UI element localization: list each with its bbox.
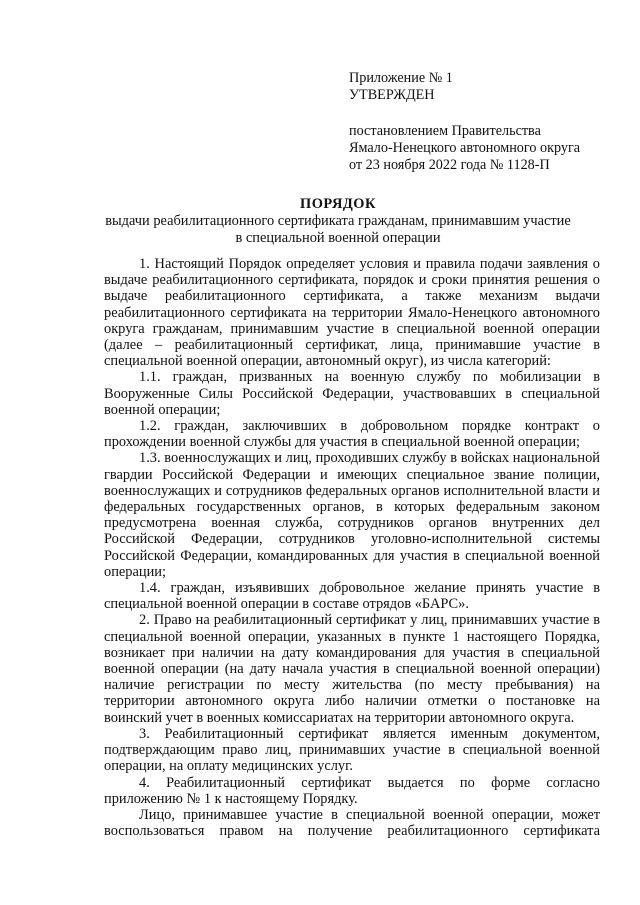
approved-label: УТВЕРЖДЕН <box>349 87 435 103</box>
title-subtitle-line1: выдачи реабилитационного сертификата гражданам, принимавшим участие <box>105 213 571 229</box>
title-main: ПОРЯДОК <box>300 196 376 212</box>
approval-government: Ямало-Ненецкого автономного округа <box>349 140 581 156</box>
paragraph-3: 3. Реабилитационный сертификат является именным документом, подтверждающим право лиц, принимавших участие в специальной военной операции, на оплату медицинских услуг. <box>104 725 600 775</box>
approval-resolution: постановлением Правительства <box>349 123 541 139</box>
paragraph-4-continued: Лицо, принимавшее участие в специальной военной операции, может воспользоваться правом на получение реабилитационного сертификата <box>104 806 600 840</box>
paragraph-2: 2. Право на реабилитационный сертификат у лиц, принимавших участие в специальной военной операции, указанных в пункте 1 настоящего Порядка, возникает при наличии на дату командирования для участия в специальной военной операции (на дату начала участия в специальной военной операции) наличие регистрации по месту жительства (по месту пребывания) на территории автономного округа либо наличии отметки о постановке на воинский учет в военных комиссариатах на территории автономного округа. <box>104 612 600 726</box>
paragraph-1-2: 1.2. граждан, заключивших в добровольном порядке контракт о прохождении военной службы для участия в специальной военной операции; <box>104 418 600 451</box>
document-body <box>104 256 600 839</box>
paragraph-4: 4. Реабилитационный сертификат выдается по форме согласно приложению № 1 к настоящему Порядку. <box>104 774 600 807</box>
paragraph-1-4: 1.4. граждан, изъявивших добровольное желание принять участие в специальной военной операции в составе отрядов «БАРС». <box>104 580 600 613</box>
paragraph-1: 1. Настоящий Порядок определяет условия и правила подачи заявления о выдаче реабилитационного сертификата, порядок и сроки принятия решения о выдаче реабилитационного сертификата, а также механизм выдачи реабилитационного сертификата на территории Ямало-Ненецкого автономного округа гражданам, принимавшим участие в специальной военной операции (далее – реабилитационный сертификат, лица, принимавшие участие в специальной военной операции, автономный округ), из числа категорий: <box>104 256 600 370</box>
approval-date: от 23 ноября 2022 года № 1128-П <box>349 157 550 173</box>
document-title <box>88 196 588 247</box>
paragraph-1-1: 1.1. граждан, призванных на военную службу по мобилизации в Вооруженные Силы Российской Федерации, участвовавших в специальной военной операции; <box>104 369 600 418</box>
appendix-number: Приложение № 1 <box>349 70 453 86</box>
approval-block <box>349 70 609 174</box>
title-subtitle-line2: в специальной военной операции <box>235 230 441 246</box>
paragraph-1-3: 1.3. военнослужащих и лиц, проходивших службу в войсках национальной гвардии Российской Федерации и имеющих специальное звание полиции, военнослужащих и сотрудников федеральных органов исполнительной власти и федеральных государственных органов, в которых федеральным законом предусмотрена военная служба, сотрудников органов внутренних дел Российской Федерации, сотрудников уголовно-исполнительной системы Российской Федерации, командированных для участия в специальной военной операции; <box>104 450 600 580</box>
